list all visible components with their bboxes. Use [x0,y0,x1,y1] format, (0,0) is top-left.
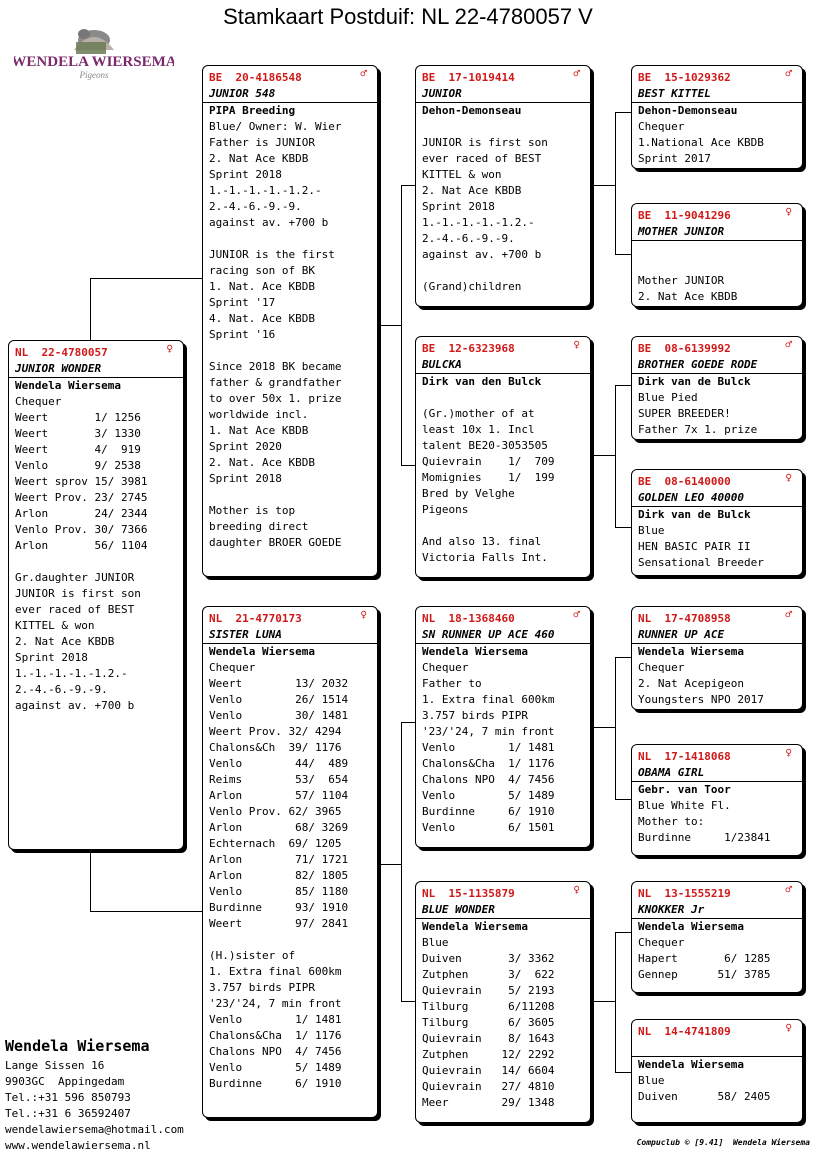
info-line: Meer 29/ 1348 [422,1096,555,1109]
info-line: Tilburg 6/ 3605 [422,1016,555,1029]
info-line: Blue [422,936,449,949]
logo-text: WENDELA WIERSEMA [14,54,174,70]
info-line: 2.-4.-6.-9.-9. [209,200,302,213]
info-line: Weert 97/ 2841 [209,917,349,930]
info-line: Venlo 1/ 1481 [209,1013,342,1026]
info-line: least 10x 1. Incl [422,423,535,436]
info-line: Quievrain 27/ 4810 [422,1080,555,1093]
owner-name: Wendela Wiersema [15,379,121,392]
info-line: Arlon 56/ 1104 [15,539,148,552]
info-line: 1. Nat. Ace KBDB [209,280,315,293]
info-line: Venlo Prov. 30/ 7366 [15,523,148,536]
info-line: Weert 1/ 1256 [15,411,141,424]
info-line: JUNIOR is the first [209,248,335,261]
info-line: ever raced of BEST [422,152,542,165]
info-line: Arlon 82/ 1805 [209,869,349,882]
info-line: Venlo 5/ 1489 [422,789,555,802]
sex-symbol-icon: ♀ [785,746,792,759]
info-line: '23/'24, 7 min front [422,725,555,738]
info-line: 3.757 birds PIPR [422,709,528,722]
info-line: Weert 13/ 2032 [209,677,349,690]
owner-name: Gebr. van Toor [638,783,731,796]
ring-number: BE 15-1029362 [638,71,731,84]
owner-name: Wendela Wiersema [422,645,528,658]
info-line: Zutphen 12/ 2292 [422,1048,555,1061]
info-line: Sprint '16 [209,328,276,341]
info-line [209,487,371,503]
pigeon-name: BEST KITTEL [632,86,802,103]
info-line: Victoria Falls Int. [422,551,548,564]
info-line: Momignies 1/ 199 [422,471,555,484]
info-line: Gennep 51/ 3785 [638,968,771,981]
info-line: Blue/ Owner: W. Wier [209,120,342,133]
breeder-name: Wendela Wiersema [5,1037,150,1055]
owner-name: Dirk van den Bulck [422,375,542,388]
info-line: Arlon 68/ 3269 [209,821,349,834]
info-line: against av. +700 b [15,699,135,712]
info-line: Youngsters NPO 2017 [638,693,764,706]
info-line: (Grand)children [422,280,522,293]
info-line: Burdinne 6/ 1910 [209,1077,342,1090]
pigeon-name [632,1040,802,1057]
info-line: breeding direct [209,520,309,533]
pedigree-card-fmm [631,469,803,576]
info-line: 4. Nat. Ace KBDB [209,312,315,325]
pigeon-name: BROTHER GOEDE RODE [632,357,802,374]
info-line: against av. +700 b [422,248,542,261]
pedigree-card-ffm [631,203,803,307]
info-line: Arlon 24/ 2344 [15,507,148,520]
sex-symbol-icon: ♂ [785,883,792,896]
sex-symbol-icon: ♂ [785,67,792,80]
info-line: Venlo 5/ 1489 [209,1061,342,1074]
info-line: Weert 4/ 919 [15,443,141,456]
info-line: father & grandfather [209,376,342,389]
info-line: Hapert 6/ 1285 [638,952,771,965]
info-line: 1.-1.-1.-1.-1.2.- [209,184,322,197]
info-line: Quievrain 5/ 2193 [422,984,555,997]
phone-line: Tel.:+31 6 36592407 [5,1107,131,1120]
info-line: Arlon 57/ 1104 [209,789,349,802]
info-line: KITTEL & won [15,619,95,632]
owner-name [638,241,796,257]
pigeon-name: JUNIOR 548 [203,86,377,103]
info-line: 2. Nat Acepigeon [638,677,744,690]
info-line: daughter BROER GOEDE [209,536,342,549]
info-line: 2. Nat Ace KBDB [422,184,522,197]
info-line: Quievrain 14/ 6604 [422,1064,555,1077]
ring-number: NL 17-4708958 [638,612,731,625]
owner-name: Wendela Wiersema [638,1058,744,1071]
info-line: Venlo 9/ 2538 [15,459,141,472]
address-line: Lange Sissen 16 [5,1059,105,1072]
pigeon-name: BLUE WONDER [416,902,590,919]
info-line [422,119,584,135]
info-line: Since 2018 BK became [209,360,342,373]
info-line: Father to [422,677,482,690]
email-line: wendelawiersema@hotmail.com [5,1123,184,1136]
info-line: Sprint 2018 [422,200,495,213]
info-line: Blue White Fl. [638,799,731,812]
info-line: Weert Prov. 23/ 2745 [15,491,148,504]
sex-symbol-icon: ♂ [785,608,792,621]
info-line: Chalons NPO 4/ 7456 [422,773,555,786]
info-line: 2.-4.-6.-9.-9. [15,683,108,696]
info-line: Chequer [15,395,62,408]
pedigree-card-sire-dam [415,336,591,578]
ring-number: NL 17-1418068 [638,750,731,763]
info-line: Venlo 26/ 1514 [209,693,349,706]
info-line: Sprint 2017 [638,152,711,165]
info-line: Chalons&Cha 1/ 1176 [209,1029,342,1042]
pedigree-card-mfm [631,744,803,856]
owner-name: Wendela Wiersema [638,920,744,933]
info-line: Venlo 30/ 1481 [209,709,349,722]
logo [14,20,174,82]
pedigree-card-mmf [631,881,803,993]
info-line: 1.-1.-1.-1.-1.2.- [422,216,535,229]
pigeon-name: JUNIOR WONDER [9,361,183,378]
info-line: Mother is top [209,504,296,517]
info-line: Chalons&Ch 39/ 1176 [209,741,342,754]
ring-number: NL 18-1368460 [422,612,515,625]
info-line: JUNIOR is first son [422,136,548,149]
pedigree-card-dam [202,606,378,1118]
info-line: '23/'24, 7 min front [209,997,342,1010]
info-line: Chalons NPO 4/ 7456 [209,1045,342,1058]
info-line [422,263,584,279]
pedigree-card-dam-dam [415,881,591,1123]
sex-symbol-icon: ♂ [360,67,367,80]
pigeon-name: OBAMA GIRL [632,765,802,782]
info-line: Duiven 3/ 3362 [422,952,555,965]
ring-number: BE 08-6139992 [638,342,731,355]
info-line [422,390,584,406]
ring-number: NL 14-4741809 [638,1025,731,1038]
info-line: talent BE20-3053505 [422,439,548,452]
info-line: Sprint 2018 [209,168,282,181]
phone-line: Tel.:+31 596 850793 [5,1091,131,1104]
info-line: JUNIOR is first son [15,587,141,600]
info-line [422,518,584,534]
sex-symbol-icon: ♂ [573,608,580,621]
info-line: (H.)sister of [209,949,296,962]
info-line: Father 7x 1. prize [638,423,758,436]
pedigree-card-dam-sire [415,606,591,848]
info-line: Chalons&Cha 1/ 1176 [422,757,555,770]
info-line: 2.-4.-6.-9.-9. [422,232,515,245]
info-line: 3.757 birds PIPR [209,981,315,994]
info-line: 1.-1.-1.-1.-1.2.- [15,667,128,680]
pigeon-name: GOLDEN LEO 40000 [632,490,802,507]
info-line: ever raced of BEST [15,603,135,616]
ring-number: NL 21-4770173 [209,612,302,625]
pedigree-card-sire [202,65,378,577]
pigeon-name: KNOKKER Jr [632,902,802,919]
sex-symbol-icon: ♀ [785,205,792,218]
info-line: Burdinne 1/23841 [638,831,771,844]
info-line: Father is JUNIOR [209,136,315,149]
info-line [209,932,371,948]
info-line: 1.National Ace KBDB [638,136,764,149]
info-line: 2. Nat. Ace KBDB [209,456,315,469]
info-line: Venlo 85/ 1180 [209,885,349,898]
owner-name: Dirk van de Bulck [638,508,751,521]
owner-name: Dehon-Demonseau [422,104,522,117]
sex-symbol-icon: ♀ [360,608,367,621]
info-line: And also 13. final [422,535,542,548]
address-line: 9903GC Appingedam [5,1075,125,1088]
software-credit: Compuclub © [9.41] Wendela Wiersema [636,1138,810,1147]
pedigree-card-fmf [631,336,803,440]
page-title: Stamkaart Postduif: NL 22-4780057 V [223,4,593,29]
ring-number: NL 22-4780057 [15,346,108,359]
info-line: Weert Prov. 32/ 4294 [209,725,342,738]
pigeon-name: SN RUNNER UP ACE 460 [416,627,590,644]
owner-name: Wendela Wiersema [638,645,744,658]
info-line: Reims 53/ 654 [209,773,349,786]
info-line: Weert sprov 15/ 3981 [15,475,148,488]
ring-number: BE 17-1019414 [422,71,515,84]
info-line: Duiven 58/ 2405 [638,1090,771,1103]
info-line: Venlo 6/ 1501 [422,821,555,834]
info-line: HEN BASIC PAIR II [638,540,751,553]
info-line: Chequer [209,661,256,674]
website-line: www.wendelawiersema.nl [5,1139,151,1152]
info-line: Venlo Prov. 62/ 3965 [209,805,342,818]
info-line: Chequer [638,936,685,949]
info-line: Burdinne 6/ 1910 [422,805,555,818]
info-line: Blue Pied [638,391,698,404]
info-line: Sensational Breeder [638,556,764,569]
pigeon-name: MOTHER JUNIOR [632,224,802,241]
ring-number: BE 12-6323968 [422,342,515,355]
pigeon-name: BULCKA [416,357,590,374]
pedigree-card-subject [8,340,184,850]
pedigree-card-fff [631,65,803,169]
sex-symbol-icon: ♀ [573,338,580,351]
info-line: Blue [638,1074,665,1087]
info-line: 1. Extra final 600km [209,965,342,978]
sex-symbol-icon: ♀ [166,342,173,355]
logo-sub: Pigeons [79,70,109,80]
ring-number: BE 11-9041296 [638,209,731,222]
info-line: Echternach 69/ 1205 [209,837,342,850]
info-line: Pigeons [422,503,469,516]
pigeon-name: RUNNER UP ACE [632,627,802,644]
info-line: racing son of BK [209,264,315,277]
info-line: worldwide incl. [209,408,309,421]
info-line: 1. Nat Ace KBDB [209,424,309,437]
info-line: Chequer [422,661,469,674]
owner-name: Dehon-Demonseau [638,104,738,117]
info-line: Chequer [638,120,685,133]
info-line [638,257,796,273]
info-line: Zutphen 3/ 622 [422,968,555,981]
info-line: Bred by Velghe [422,487,515,500]
owner-name: Wendela Wiersema [209,645,315,658]
info-line: Sprint '17 [209,296,276,309]
info-line: Sprint 2018 [15,651,88,664]
pedigree-card-mff [631,606,803,710]
sex-symbol-icon: ♀ [785,1021,792,1034]
info-line: Venlo 44/ 489 [209,757,349,770]
info-line: Tilburg 6/11208 [422,1000,555,1013]
info-line: Quievrain 8/ 1643 [422,1032,555,1045]
sex-symbol-icon: ♂ [573,67,580,80]
sex-symbol-icon: ♀ [573,883,580,896]
info-line: Chequer [638,661,685,674]
info-line [209,231,371,247]
ring-number: BE 20-4186548 [209,71,302,84]
info-line: Sprint 2018 [209,472,282,485]
info-line: KITTEL & won [422,168,502,181]
owner-name: PIPA Breeding [209,104,296,117]
info-line: to over 50x 1. prize [209,392,342,405]
info-line: Mother JUNIOR [638,274,725,287]
info-line: 1. Extra final 600km [422,693,555,706]
pigeon-name: SISTER LUNA [203,627,377,644]
info-line [209,343,371,359]
pigeon-name: JUNIOR [416,86,590,103]
info-line: Burdinne 93/ 1910 [209,901,349,914]
breeder-address [5,1036,184,1154]
pedigree-card-mmm [631,1019,803,1123]
info-line: 2. Nat Ace KBDB [15,635,115,648]
sex-symbol-icon: ♀ [785,471,792,484]
info-line: Venlo 1/ 1481 [422,741,555,754]
ring-number: NL 13-1555219 [638,887,731,900]
ring-number: NL 15-1135879 [422,887,515,900]
info-line: Arlon 71/ 1721 [209,853,349,866]
pedigree-card-sire-sire [415,65,591,307]
info-line: 2. Nat Ace KBDB [638,290,738,303]
info-line: Sprint 2020 [209,440,282,453]
info-line: Blue [638,524,665,537]
info-line: Quievrain 1/ 709 [422,455,555,468]
info-line: 2. Nat Ace KBDB [209,152,309,165]
sex-symbol-icon: ♂ [785,338,792,351]
info-line: (Gr.)mother of at [422,407,535,420]
info-line: Weert 3/ 1330 [15,427,141,440]
info-line [15,554,177,570]
info-line: against av. +700 b [209,216,329,229]
ring-number: BE 08-6140000 [638,475,731,488]
owner-name: Wendela Wiersema [422,920,528,933]
owner-name: Dirk van de Bulck [638,375,751,388]
info-line: Mother to: [638,815,705,828]
info-line: Gr.daughter JUNIOR [15,571,135,584]
info-line: SUPER BREEDER! [638,407,731,420]
